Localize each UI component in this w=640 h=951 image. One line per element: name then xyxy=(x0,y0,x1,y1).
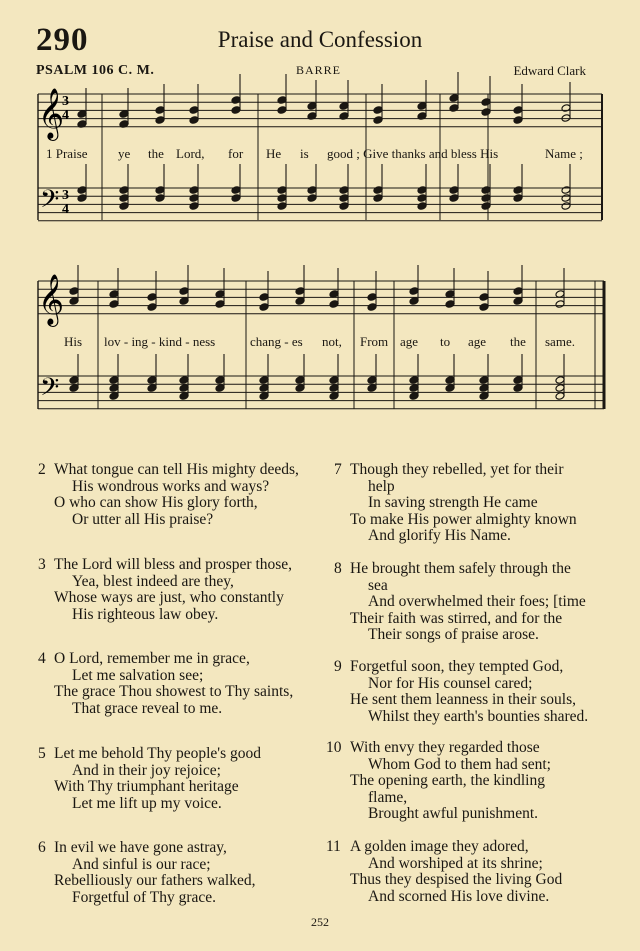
stanza-line: And overwhelmed their foes; [time xyxy=(368,593,586,611)
stanza-line: To make His power almighty known xyxy=(350,510,577,528)
stanza-line: And glorify His Name. xyxy=(368,527,511,545)
stanza xyxy=(38,462,328,528)
treble-clef-icon: 𝄞 xyxy=(38,274,65,325)
notes xyxy=(69,72,571,400)
stanza-line: O Lord, remember me in grace, xyxy=(54,650,250,667)
stanza xyxy=(334,462,634,545)
stanza xyxy=(38,746,328,812)
stanza-number: 3 xyxy=(38,556,46,573)
time-signature: 4 xyxy=(62,108,69,123)
stanza-line: And sinful is our race; xyxy=(72,855,211,873)
stanza-number: 2 xyxy=(38,461,46,478)
bass-clef-icon: 𝄢 xyxy=(40,185,60,220)
stanza-line: His righteous law obey. xyxy=(72,605,219,623)
stanza-line: What tongue can tell His mighty deeds, xyxy=(54,461,299,478)
bass-clef-icon: 𝄢 xyxy=(40,373,60,408)
stanza-line: In evil we have gone astray, xyxy=(54,839,227,856)
lyric-syllable: From xyxy=(360,334,389,349)
stanza-line: Thus they despised the living God xyxy=(350,871,563,889)
stanza-line: flame, xyxy=(368,788,408,806)
stanza-line: Forgetful soon, they tempted God, xyxy=(350,658,564,675)
stanza-line: And scorned His love divine. xyxy=(368,887,550,905)
lyric-syllable: good ; Give thanks and bless His xyxy=(327,146,499,161)
stanza-line: The grace Thou showest to Thy saints, xyxy=(54,683,294,701)
stanza-line: A golden image they adored, xyxy=(350,838,529,855)
stanza-line: Let me salvation see; xyxy=(72,666,204,684)
stanza-line: Their songs of praise arose. xyxy=(368,626,539,644)
lyric-syllable: age xyxy=(468,334,487,349)
lyric-syllable: age xyxy=(400,334,419,349)
stanza-line: The Lord will bless and prosper those, xyxy=(54,556,293,573)
lyric-syllable: the xyxy=(510,334,526,349)
stanza xyxy=(334,659,634,725)
barlines xyxy=(38,94,604,409)
lyric-syllable: to xyxy=(440,334,451,349)
clefs xyxy=(38,88,69,408)
stanza-line: Forgetful of Thy grace. xyxy=(72,888,217,906)
stanza-line: Whose ways are just, who constantly xyxy=(54,589,284,607)
stanza-line: Though they rebelled, yet for their xyxy=(350,461,564,478)
stanza-line: Whilst they earth's bounties shared. xyxy=(368,707,589,725)
treble-clef-icon: 𝄞 xyxy=(38,88,65,139)
lyric-syllable: is xyxy=(300,146,309,161)
stanza xyxy=(334,561,634,644)
stanza xyxy=(326,839,630,905)
tune-name: BARRE xyxy=(296,63,342,77)
stanza-line: His wondrous works and ways? xyxy=(72,477,270,495)
stanza-line: That grace reveal to me. xyxy=(72,699,223,717)
stanza-line: O who can show His glory forth, xyxy=(54,494,258,512)
page-number: 252 xyxy=(311,915,329,929)
lyric-syllable: Name ; xyxy=(545,146,583,161)
stanza-number: 10 xyxy=(326,739,342,756)
stanza-line: Let me lift up my voice. xyxy=(72,794,222,812)
stanza-line: With envy they regarded those xyxy=(350,739,540,756)
lyric-syllable: the xyxy=(148,146,164,161)
stanza-line: He brought them safely through the xyxy=(350,560,571,577)
time-signature: 4 xyxy=(62,202,69,217)
stanza-line: Whom God to them had sent; xyxy=(368,755,551,773)
stanza-line: And worshiped at its shrine; xyxy=(368,854,543,872)
time-signature: 3 xyxy=(62,94,69,109)
stanza xyxy=(326,740,630,823)
stanza xyxy=(38,651,328,717)
lyric-syllable: chang - es xyxy=(250,334,303,349)
lyric-syllable: same. xyxy=(545,334,575,349)
lyric-syllable: His xyxy=(64,334,83,349)
stanza-number: 5 xyxy=(38,745,46,762)
stanza-number: 9 xyxy=(334,658,342,675)
lyric-syllable: He xyxy=(266,146,282,161)
music-notation xyxy=(0,0,640,460)
lyric-syllable: 1 Praise xyxy=(46,146,88,161)
lyric-syllable: Lord, xyxy=(176,146,205,161)
stanza-line: Nor for His counsel cared; xyxy=(368,674,533,692)
stanza-line: The opening earth, the kindling xyxy=(350,772,545,790)
stanza-line: Yea, blest indeed are they, xyxy=(72,572,234,590)
stanza-line: He sent them leanness in their souls, xyxy=(350,691,576,709)
stanza-line: In saving strength He came xyxy=(368,494,538,512)
stanza xyxy=(38,840,328,906)
stanza-number: 11 xyxy=(326,838,341,855)
lyric-syllable: not, xyxy=(322,334,342,349)
hymn-number: 290 xyxy=(36,22,89,58)
stanza-number: 6 xyxy=(38,839,46,856)
staves xyxy=(38,94,604,409)
stanza-number: 4 xyxy=(38,650,46,667)
stanza xyxy=(38,557,328,623)
stanza-line: Or utter all His praise? xyxy=(72,510,214,528)
stanza-line: With Thy triumphant heritage xyxy=(54,778,239,796)
lyric-syllable: for xyxy=(228,146,244,161)
stanza-line: And in their joy rejoice; xyxy=(72,761,221,779)
section-title: Praise and Confession xyxy=(217,27,423,52)
stanza-number: 7 xyxy=(334,461,342,478)
stanza-line: Brought awful punishment. xyxy=(368,805,539,823)
stanza-number: 8 xyxy=(334,560,342,577)
psalm-meter: PSALM 106 C. M. xyxy=(36,63,155,78)
time-signature: 3 xyxy=(62,188,69,203)
composer: Edward Clark xyxy=(513,63,586,78)
stanza-line: Their faith was stirred, and for the xyxy=(350,609,563,627)
lyric-syllable: lov - ing - kind - ness xyxy=(104,334,216,349)
stanza-line: sea xyxy=(368,576,388,594)
stanza-line: help xyxy=(368,477,395,495)
stanza-line: Let me behold Thy people's good xyxy=(54,745,261,762)
lyric-syllable: ye xyxy=(118,146,131,161)
stanza-line: Rebelliously our fathers walked, xyxy=(54,872,256,890)
